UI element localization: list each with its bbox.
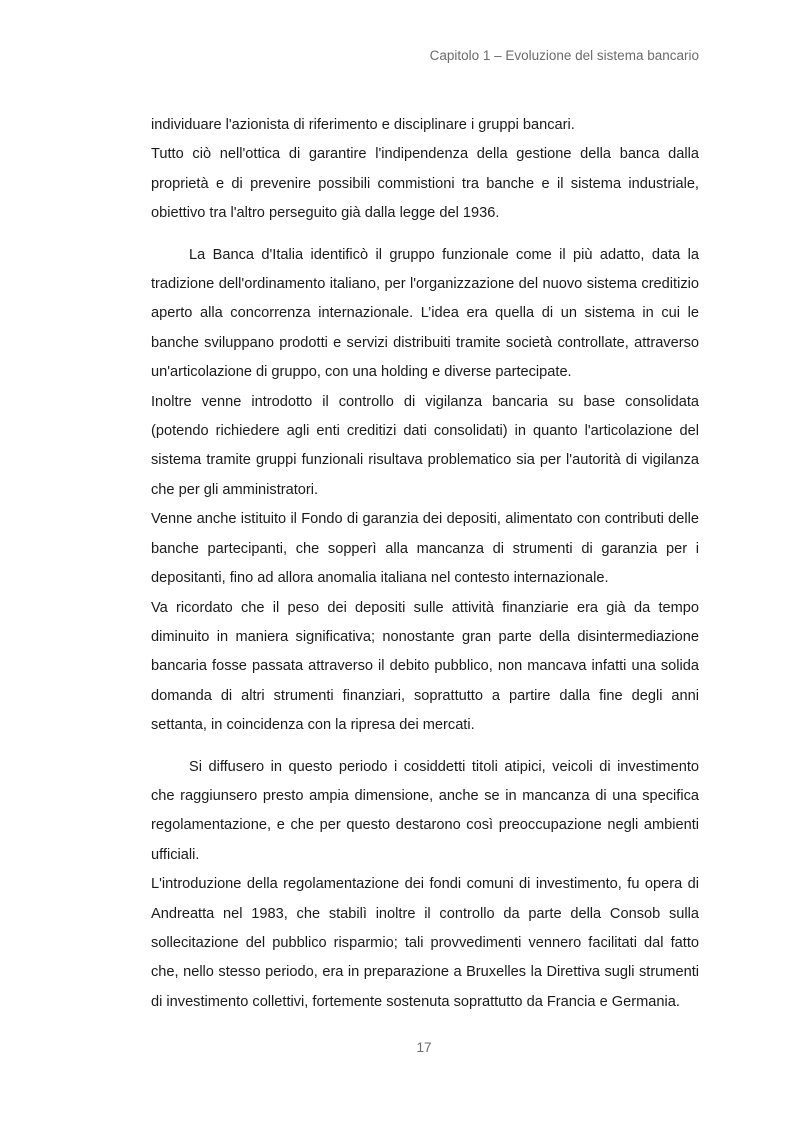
paragraph: Va ricordato che il peso dei depositi sulle attività finanziarie era già da tempo diminuito in maniera significativa; nonostante gran parte della disintermediazione bancaria fosse passata attraverso il debito pubblico, non mancava infatti una solida domanda di altri strumenti finanziari, soprattutto a partire dalla fine degli anni settanta, in coincidenza con la ripresa dei mercati. [151,599,699,734]
paragraph: Tutto ciò nell'ottica di garantire l'indipendenza della gestione della banca dalla proprietà e di prevenire possibili commistioni tra banche e il sistema industriale, obiettivo tra l'altro perseguito già dalla legge del 1936. [151,146,699,222]
paragraph: L'introduzione della regolamentazione dei fondi comuni di investimento, fu opera di Andreatta nel 1983, che stabilì inoltre il controllo da parte della Consob sulla sollecitazione del pubblico risparmio; tali provvedimenti vennero facilitati dal fatto che, nello stesso periodo, era in preparazione a Bruxelles la Direttiva sugli strumenti di investimento collettivi, fortemente sostenuta soprattutto da Francia e Germania. [151,876,699,1010]
paragraph: individuare l'azionista di riferimento e disciplinare i gruppi bancari. [151,117,575,133]
page-number: 17 [416,1040,432,1055]
body-text [151,111,699,1017]
paragraph: La Banca d'Italia identificò il gruppo funzionale come il più adatto, data la tradizione dell'ordinamento italiano, per l'organizzazione del nuovo sistema creditizio aperto alla concorrenza internazionale. L’idea era quella di un sistema in cui le banche sviluppano prodotti e servizi distribuiti tramite società controllate, attraverso un'articolazione di gruppo, con una holding e diverse partecipate. [151,246,699,381]
paragraph: Venne anche istituito il Fondo di garanzia dei depositi, alimentato con contributi delle banche partecipanti, che sopperì alla mancanza di strumenti di garanzia per i depositanti, fino ad allora anomalia italiana nel contesto internazionale. [151,511,699,587]
chapter-header: Capitolo 1 – Evoluzione del sistema bancario [429,48,699,63]
paragraph: Si diffusero in questo periodo i cosiddetti titoli atipici, veicoli di investimento che raggiunsero presto ampia dimensione, anche se in mancanza di una specifica regolamentazione, e che per questo destarono così preoccupazione negli ambienti ufficiali. [151,758,699,863]
paragraph: Inoltre venne introdotto il controllo di vigilanza bancaria su base consolidata (potendo richiedere agli enti creditizi dati consolidati) in quanto l'articolazione del sistema tramite gruppi funzionali risultava problematico sia per l'autorità di vigilanza che per gli amministratori. [151,393,699,498]
